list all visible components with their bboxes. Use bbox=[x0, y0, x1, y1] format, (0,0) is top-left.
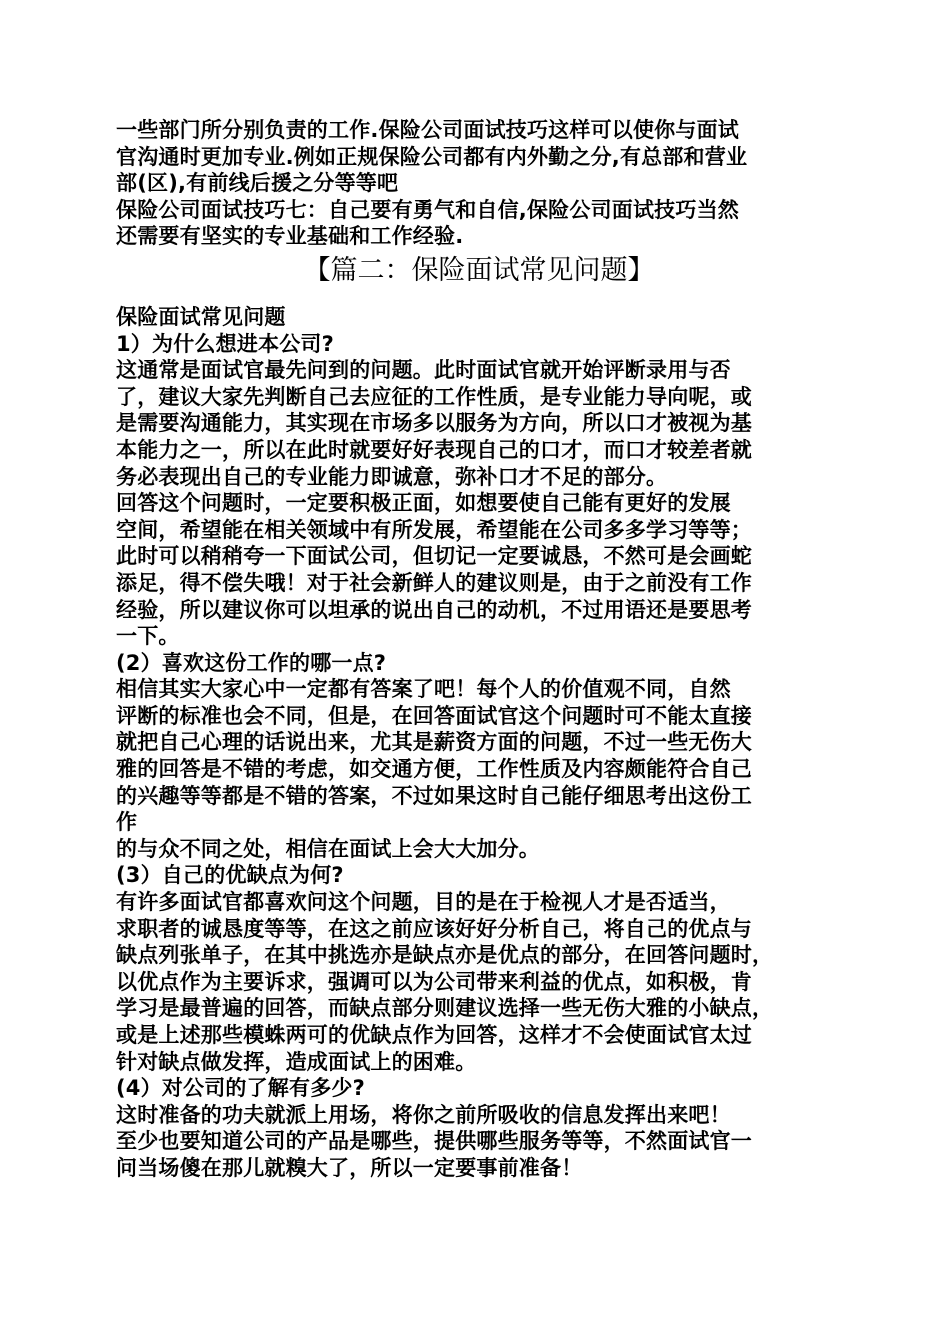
body-line: 有许多面试官都喜欢问这个问题，目的是在于检视人才是否适当， bbox=[116, 890, 731, 915]
body-line: 就把自己心理的话说出来，尤其是薪资方面的问题，不过一些无伤大 bbox=[116, 730, 752, 755]
body-line: 相信其实大家心中一定都有答案了吧！每个人的价值观不同，自然 bbox=[116, 677, 731, 702]
body-line: 本能力之一，所以在此时就要好好表现自己的口才，而口才较差者就 bbox=[116, 437, 752, 462]
body-line: 的与众不同之处，相信在面试上会大大加分。 bbox=[116, 836, 540, 861]
document-content bbox=[116, 117, 842, 1182]
body-line: 针对缺点做发挥，造成面试上的困难。 bbox=[116, 1049, 477, 1074]
body-line: 此时可以稍稍夸一下面试公司，但切记一定要诚恳，不然可是会画蛇 bbox=[116, 544, 752, 569]
intro-line: 官沟通时更加专业.例如正规保险公司都有内外勤之分,有总部和营业 bbox=[116, 144, 748, 169]
body-line: 学习是最普遍的回答，而缺点部分则建议选择一些无伤大雅的小缺点， bbox=[116, 996, 774, 1021]
body-line: 至少也要知道公司的产品是哪些，提供哪些服务等等，不然面试官一 bbox=[116, 1129, 752, 1154]
intro-line: 保险公司面试技巧七：自己要有勇气和自信,保险公司面试技巧当然 bbox=[116, 197, 739, 222]
intro-line: 还需要有坚实的专业基础和工作经验. bbox=[116, 224, 464, 249]
body-line: 添足，得不偿失哦！对于社会新鲜人的建议则是，由于之前没有工作 bbox=[116, 570, 752, 595]
body-line: 的兴趣等等都是不错的答案，不过如果这时自己能仔细思考出这份工 bbox=[116, 783, 752, 808]
question-heading: (2）喜欢这份工作的哪一点? bbox=[116, 650, 387, 675]
question-heading: (4）对公司的了解有多少? bbox=[116, 1076, 365, 1101]
body-line: 或是上述那些模蛛两可的优缺点作为回答，这样才不会使面试官太过 bbox=[116, 1023, 752, 1047]
intro-line: 一些部门所分别负责的工作.保险公司面试技巧这样可以使你与面试 bbox=[116, 118, 739, 142]
intro-block bbox=[116, 117, 842, 250]
body-line: 以优点作为主要诉求，强调可以为公司带来利益的优点，如积极，肯 bbox=[116, 969, 752, 994]
body-heading: 保险面试常见问题 bbox=[116, 304, 286, 329]
body-line: 了，建议大家先判断自己去应征的工作性质，是专业能力导向呢，或 bbox=[116, 384, 752, 409]
body-line: 作 bbox=[116, 810, 138, 835]
body-line: 务必表现出自己的专业能力即诚意，弥补口才不足的部分。 bbox=[116, 464, 668, 489]
intro-line: 部(区),有前线后援之分等等吧 bbox=[116, 171, 399, 196]
body-line: 这时准备的功夫就派上用场，将你之前所吸收的信息发挥出来吧！ bbox=[116, 1102, 731, 1127]
body-line: 一下。 bbox=[116, 624, 180, 649]
body-line: 问当场傻在那儿就糗大了，所以一定要事前准备！ bbox=[116, 1155, 583, 1180]
body-line: 雅的回答是不错的考虑，如交通方便，工作性质及内容颇能符合自己 bbox=[116, 757, 752, 782]
body-line: 经验，所以建议你可以坦承的说出自己的动机，不过用语还是要思考 bbox=[116, 597, 752, 622]
body-line: 空间，希望能在相关领域中有所发展，希望能在公司多多学习等等； bbox=[116, 517, 752, 542]
body-line: 是需要沟通能力，其实现在市场多以服务为方向，所以口才被视为基 bbox=[116, 411, 752, 436]
body-line: 评断的标准也会不同，但是，在回答面试官这个问题时可不能太直接 bbox=[116, 703, 752, 728]
question-heading: (3）自己的优缺点为何? bbox=[116, 863, 344, 888]
section-title: 【篇二：保险面试常见问题】 bbox=[303, 254, 655, 286]
question-heading: 1）为什么想进本公司? bbox=[116, 331, 334, 356]
body-block bbox=[116, 304, 842, 1182]
body-line: 回答这个问题时，一定要积极正面，如想要使自己能有更好的发展 bbox=[116, 491, 731, 516]
body-line: 缺点列张单子，在其中挑选亦是缺点亦是优点的部分，在回答问题时， bbox=[116, 943, 774, 968]
body-line: 这通常是面试官最先问到的问题。此时面试官就开始评断录用与否 bbox=[116, 358, 731, 383]
body-line: 求职者的诚恳度等等，在这之前应该好好分析自己，将自己的优点与 bbox=[116, 916, 752, 941]
